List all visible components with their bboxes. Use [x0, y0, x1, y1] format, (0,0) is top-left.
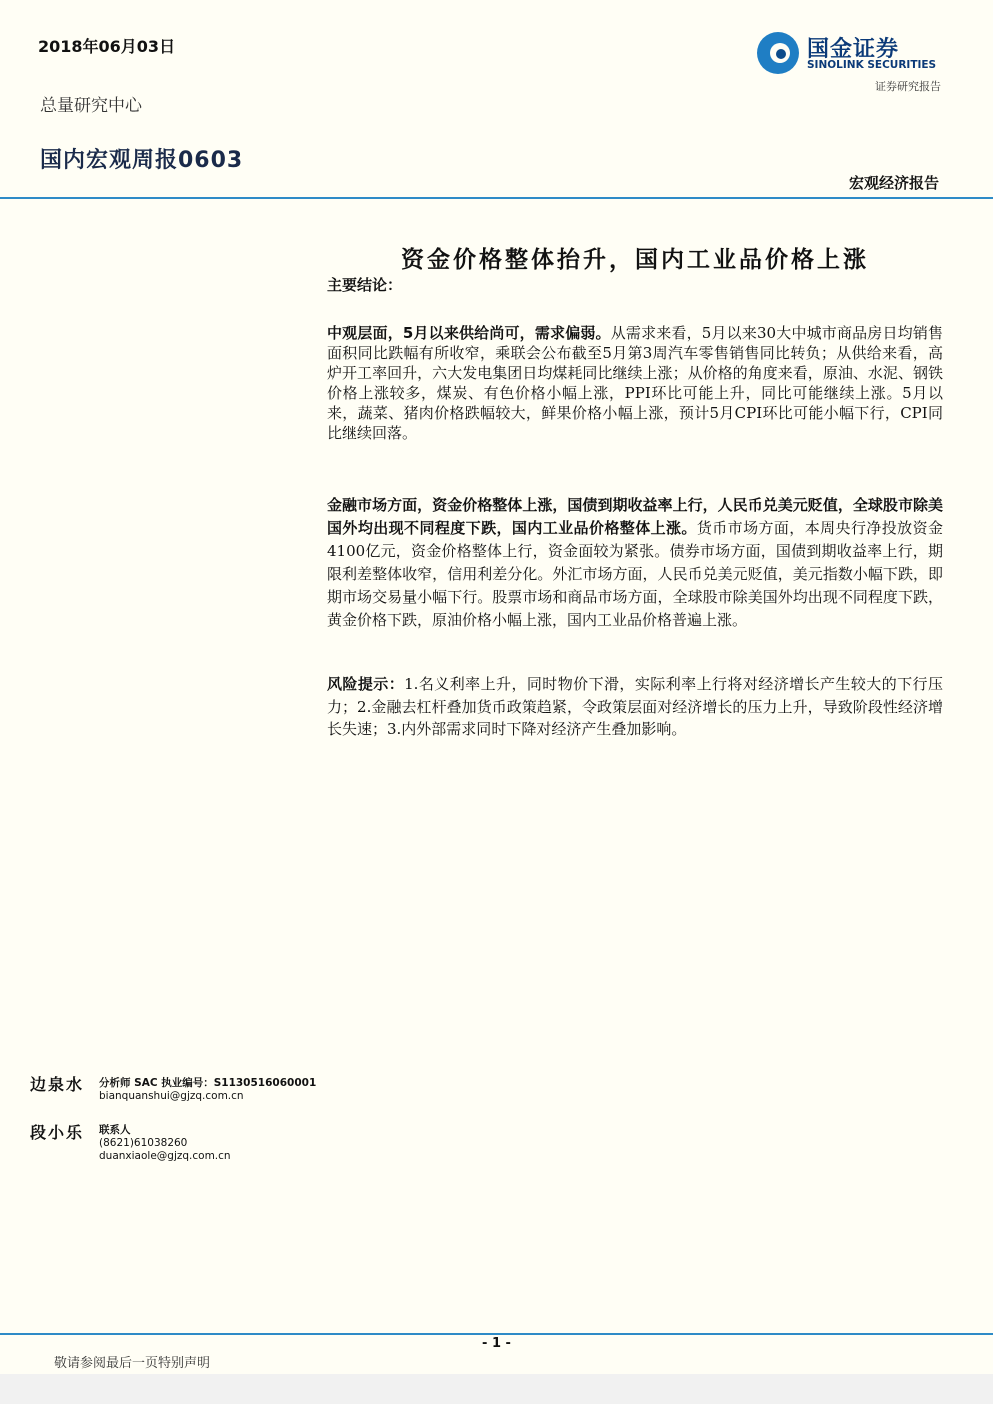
paragraph-lead: 中观层面，5月以来供给尚可，需求偏弱。 — [327, 324, 611, 342]
department: 总量研究中心 — [40, 96, 142, 116]
paragraph-financial-markets — [327, 494, 943, 632]
page-number: - 1 - — [482, 1336, 511, 1351]
paragraph-risk — [327, 673, 943, 741]
paragraph-body: 1.名义利率上升，同时物价下滑，实际利率上行将对经济增长产生较大的下行压力；2.金融去杠杆叠加货币政策趋紧，令政策层面对经济增长的压力上升，导致阶段性经济增长失速；3.内外部需求同时下降对经济产生叠加影响。 — [327, 675, 943, 738]
author-phone: (8621)61038260 — [99, 1137, 188, 1149]
logo-cn-text: 国金证券 — [807, 37, 900, 62]
paragraph-meso — [327, 323, 943, 443]
author-info — [99, 1077, 316, 1103]
author-name: 段小乐 — [30, 1123, 85, 1142]
report-date: 2018年06月03日 — [38, 37, 176, 56]
footer-rule — [0, 1333, 993, 1335]
company-logo — [757, 32, 947, 78]
paragraph-lead: 风险提示： — [327, 675, 405, 693]
author-email[interactable]: duanxiaole@gjzq.com.cn — [99, 1150, 231, 1162]
author-name: 边泉水 — [30, 1075, 85, 1094]
disclaimer-text: 敬请参阅最后一页特别声明 — [54, 1356, 211, 1371]
report-title: 资金价格整体抬升，国内工业品价格上涨 — [401, 246, 869, 273]
author-role: 分析师 SAC 执业编号：S1130516060001 — [99, 1077, 317, 1089]
logo-mark-icon — [757, 32, 799, 74]
header-rule — [0, 197, 993, 199]
conclusions-label: 主要结论： — [327, 276, 403, 294]
author-email[interactable]: bianquanshui@gjzq.com.cn — [99, 1090, 244, 1102]
logo-en-text: SINOLINK SECURITIES — [807, 59, 937, 71]
paragraph-lead: 金融市场方面，资金价格整体上涨，国债到期收益率上行，人民币兑美元贬值，全球股市除美国外均出现不同程度下跌，国内工业品价格整体上涨。 — [327, 496, 943, 537]
author-info — [99, 1124, 231, 1163]
series-title: 国内宏观周报0603 — [40, 148, 244, 173]
author-role: 联系人 — [99, 1124, 131, 1136]
paragraph-body: 从需求来看，5月以来30大中城市商品房日均销售面积同比跌幅有所收窄，乘联会公布截至5月第3周汽车零售销售同比转负；从供给来看，高炉开工率回升，六大发电集团日均煤耗同比继续上涨；从价格的角度来看，原油、水泥、钢铁价格上涨较多，煤炭、有色价格小幅上涨，PPI环比可能上升，同比可能继续上涨。5月以来，蔬菜、猪肉价格跌幅较大，鲜果价格小幅上涨，预计5月CPI环比可能小幅下行，CPI同比继续回落。 — [327, 324, 943, 442]
paragraph-body: 货币市场方面，本周央行净投放资金4100亿元，资金价格整体上行，资金面较为紧张。债券市场方面，国债到期收益率上行，期限利差整体收窄，信用利差分化。外汇市场方面，人民币兑美元贬值，美元指数小幅下跌，即期市场交易量小幅下行。股票市场和商品市场方面，全球股市除美国外均出现不同程度下跌，黄金价格下跌，原油价格小幅上涨，国内工业品价格普遍上涨。 — [327, 519, 943, 629]
report-type: 宏观经济报告 — [848, 174, 939, 192]
bottom-band — [0, 1374, 993, 1404]
logo-subtitle: 证券研究报告 — [875, 80, 941, 93]
